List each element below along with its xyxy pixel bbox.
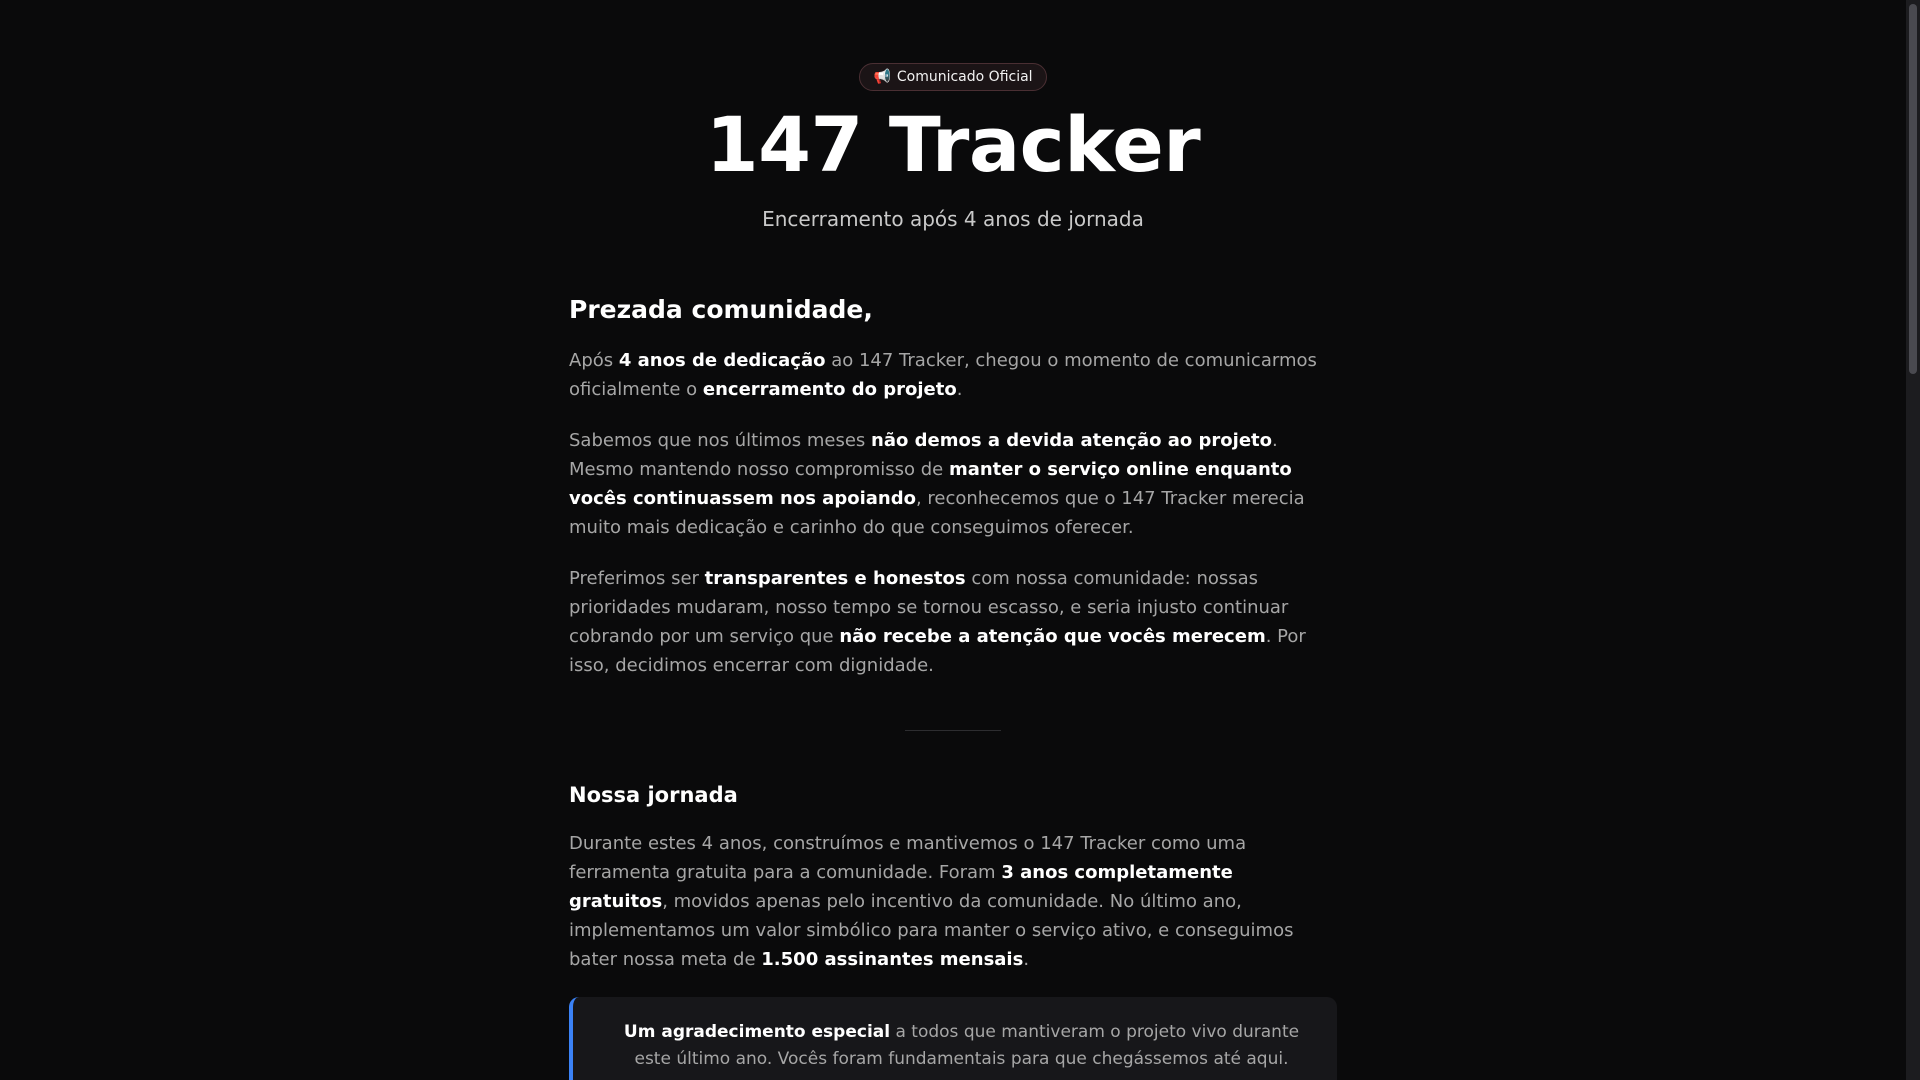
paragraph-text: . bbox=[1023, 949, 1030, 970]
intro-paragraph bbox=[569, 346, 1337, 404]
thanks-callout bbox=[569, 997, 1337, 1080]
paragraph-emphasis: transparentes e honestos bbox=[704, 568, 966, 589]
journey-paragraph bbox=[569, 829, 1337, 974]
paragraph-text: . Por isso, decidimos encerrar com dignidade. bbox=[569, 626, 1306, 676]
official-announcement-badge bbox=[859, 63, 1046, 91]
callout-emphasis: Um agradecimento especial bbox=[623, 1022, 891, 1042]
paragraph-emphasis: 1.500 assinantes mensais bbox=[761, 949, 1024, 970]
badge-label: Comunicado Oficial bbox=[896, 69, 1033, 85]
paragraph-text: , movidos apenas pelo incentivo da comunidade. No último ano, implementamos um valor simbólico para manter o serviço ativo, e conseguimos bater nossa meta de bbox=[569, 891, 1294, 970]
vertical-scrollbar[interactable] bbox=[1906, 0, 1920, 1080]
paragraph-emphasis: manter o serviço online enquanto vocês continuassem nos apoiando bbox=[569, 459, 1292, 509]
paragraph-emphasis: 3 anos completamente gratuitos bbox=[569, 862, 1233, 912]
paragraph-text: ao 147 Tracker, chegou o momento de comunicarmos oficialmente o bbox=[569, 350, 1317, 400]
paragraph-text: , reconhecemos que o 147 Tracker merecia muito mais dedicação e carinho do que conseguimos oferecer. bbox=[569, 488, 1305, 538]
announcement-content bbox=[569, 0, 1337, 1080]
transparency-paragraph bbox=[569, 564, 1337, 680]
paragraph-text: Após bbox=[569, 350, 619, 371]
callout-text: a todos que mantiveram o projeto vivo durante este último ano. Vocês foram fundamentais para que chegássemos até aqui. bbox=[634, 1022, 1300, 1069]
paragraph-text: . bbox=[956, 379, 963, 400]
salutation-heading: Prezada comunidade, bbox=[569, 295, 873, 324]
hero-section bbox=[569, 0, 1337, 231]
paragraph-text: Durante estes 4 anos, construímos e mantivemos o 147 Tracker como uma ferramenta gratuita para a comunidade. Foram bbox=[569, 833, 1247, 883]
paragraph-text: Sabemos que nos últimos meses bbox=[569, 430, 872, 451]
attention-paragraph bbox=[569, 426, 1337, 542]
paragraph-text: com nossa comunidade: nossas prioridades mudaram, nosso tempo se tornou escasso, e seria injusto continuar cobrando por um serviço que bbox=[569, 568, 1289, 647]
scrollbar-thumb[interactable] bbox=[1909, 4, 1917, 374]
section-divider bbox=[905, 730, 1001, 731]
megaphone-icon: 📢 bbox=[873, 69, 891, 85]
page-title: 147 Tracker bbox=[705, 100, 1201, 189]
paragraph-text: Preferimos ser bbox=[569, 568, 705, 589]
paragraph-emphasis: encerramento do projeto bbox=[702, 379, 957, 400]
journey-heading: Nossa jornada bbox=[569, 783, 738, 807]
paragraph-emphasis: não demos a devida atenção ao projeto bbox=[871, 430, 1273, 451]
page-subtitle: Encerramento após 4 anos de jornada bbox=[762, 207, 1144, 231]
paragraph-emphasis: não recebe a atenção que vocês merecem bbox=[839, 626, 1266, 647]
paragraph-emphasis: 4 anos de dedicação bbox=[618, 350, 826, 371]
paragraph-text: . Mesmo mantendo nosso compromisso de bbox=[569, 430, 1278, 480]
